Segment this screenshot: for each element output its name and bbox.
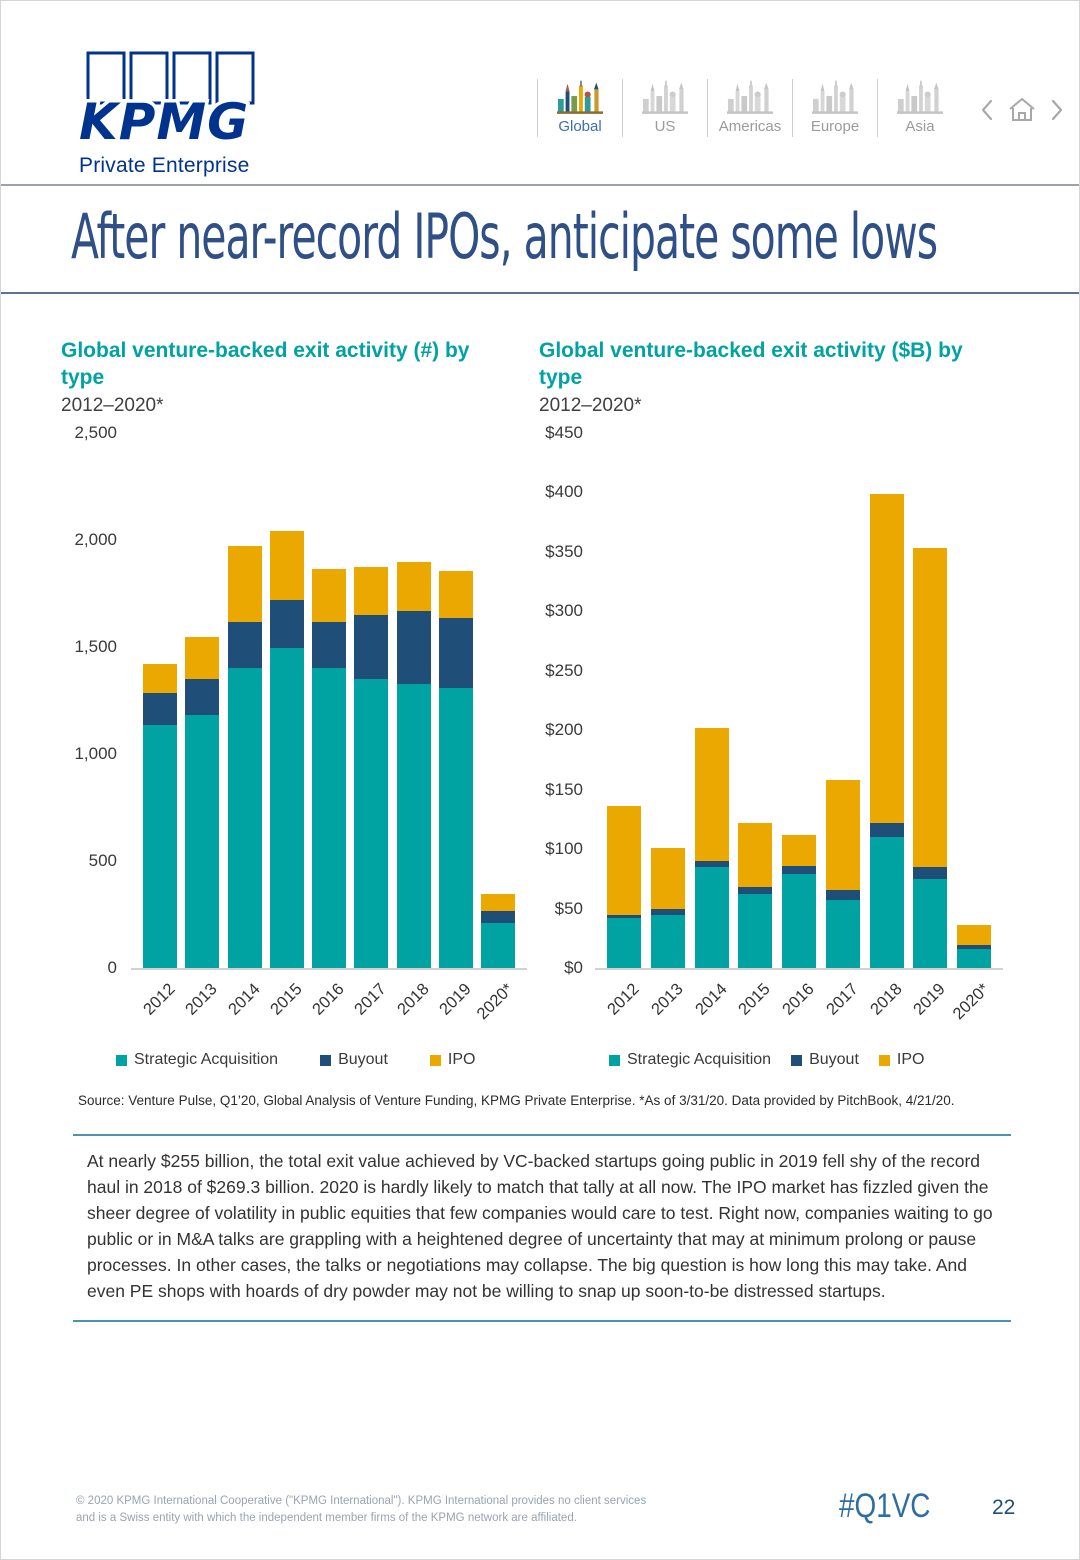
bar-segment-strategic-acquisition [782, 874, 816, 968]
y-axis [539, 423, 583, 977]
y-axis-tick-label: $400 [545, 482, 583, 502]
nav-item-asia[interactable] [877, 79, 962, 137]
y-axis-tick-label: $300 [545, 601, 583, 621]
footer-hashtag: #Q1VC [839, 1487, 931, 1525]
bar-2016 [312, 569, 346, 968]
plot-area [131, 433, 527, 970]
bar-segment-strategic-acquisition [354, 679, 388, 968]
bar-2013 [185, 637, 219, 968]
bar-segment-ipo [228, 546, 262, 622]
bar-segment-ipo [826, 780, 860, 889]
region-nav [537, 63, 1066, 137]
x-axis-tick-label: 2019 [910, 980, 949, 1019]
nav-item-europe[interactable] [792, 79, 877, 137]
bars [595, 433, 1003, 968]
bar-2014 [695, 728, 729, 968]
bar-segment-buyout [397, 611, 431, 685]
y-axis-tick-label: 1,000 [74, 744, 117, 763]
chart-title: Global venture-backed exit activity ($B) by type [539, 339, 963, 389]
legend-swatch [879, 1055, 890, 1066]
bar-segment-ipo [913, 548, 947, 867]
legend-item-ipo [430, 1051, 476, 1069]
bar-segment-strategic-acquisition [143, 725, 177, 968]
x-axis-tick-label: 2020* [473, 980, 517, 1024]
logo-division-label: Private Enterprise [79, 154, 250, 177]
nav-label-europe: Europe [810, 118, 860, 135]
bar-2017 [826, 780, 860, 968]
bar-segment-strategic-acquisition [185, 715, 219, 968]
bar-segment-strategic-acquisition [607, 918, 641, 968]
title-band-top-rule [1, 184, 1079, 186]
x-axis-tick-label: 2016 [779, 980, 818, 1019]
europe-skyline-icon [812, 79, 858, 115]
bar-segment-ipo [957, 925, 991, 945]
asia-skyline-icon [897, 79, 943, 115]
legend-swatch [430, 1055, 441, 1066]
bar-segment-strategic-acquisition [312, 668, 346, 968]
bar-2015 [738, 823, 772, 968]
home-icon[interactable] [1007, 97, 1037, 123]
kpmg-logo-icon [77, 51, 267, 147]
legend-item-ipo [879, 1051, 925, 1069]
y-axis-tick-label: $150 [545, 779, 583, 799]
nav-item-us[interactable] [622, 79, 707, 137]
x-axis-tick-label: 2014 [224, 980, 264, 1019]
bar-segment-ipo [270, 531, 304, 599]
bar-segment-ipo [312, 569, 346, 623]
chart-exit-activity-value [539, 331, 1011, 1069]
x-axis-tick-label: 2020* [949, 980, 993, 1024]
bar-segment-buyout [826, 890, 860, 901]
page-nav-arrows [978, 97, 1066, 137]
x-axis-tick-label: 2015 [266, 980, 306, 1019]
bar-2013 [651, 848, 685, 968]
chevron-left-icon[interactable] [978, 98, 996, 122]
y-axis-tick-label: 0 [107, 958, 117, 977]
legend-label: IPO [896, 1051, 925, 1068]
x-axis-tick-label: 2013 [647, 980, 687, 1019]
americas-skyline-icon [727, 79, 773, 115]
bar-2019 [913, 548, 947, 968]
bar-segment-buyout [185, 679, 219, 715]
x-axis-tick-label: 2018 [866, 980, 906, 1019]
x-axis-tick-label: 2014 [691, 980, 731, 1019]
bar-segment-buyout [270, 600, 304, 648]
x-axis-tick-label: 2017 [351, 980, 390, 1019]
y-axis-tick-label: $250 [545, 660, 583, 680]
x-axis-tick-label: 2012 [140, 980, 179, 1019]
x-axis-tick-label: 2013 [182, 980, 221, 1019]
x-axis-tick-label: 2016 [309, 980, 348, 1019]
kpmg-logo-word: KPMG [79, 93, 250, 147]
footer-copyright: © 2020 KPMG International Cooperative ("KPMG International"). KPMG International provides no client services and is a Swiss entity with which the independent member firms of the KPMG network are affiliated. [76, 1495, 647, 1524]
y-axis [61, 423, 117, 977]
legend-swatch [609, 1055, 620, 1066]
bar-segment-strategic-acquisition [695, 867, 729, 968]
bar-segment-ipo [695, 728, 729, 861]
bar-segment-buyout [782, 866, 816, 874]
x-axis-tick-label: 2018 [393, 980, 433, 1019]
y-axis-tick-label: $50 [554, 898, 583, 918]
global-skyline-icon [557, 79, 603, 115]
bar-segment-buyout [481, 911, 515, 923]
y-axis-tick-label: $0 [564, 958, 583, 977]
bar-segment-strategic-acquisition [228, 668, 262, 968]
y-axis-tick-label: $100 [545, 839, 583, 859]
legend-label: IPO [447, 1051, 476, 1068]
y-axis-tick-label: $200 [545, 720, 583, 740]
bar-segment-buyout [143, 693, 177, 725]
x-axis-tick-label: 2015 [735, 980, 774, 1019]
commentary-text: At nearly $255 billion, the total exit value achieved by VC-backed startups going public in 2019 fell shy of the record haul in 2018 of $269.3 billion. 2020 is hardly likely to match that tally at all now. The IPO market has fizzled given the sheer degree of volatility in public equities that few companies would care to test. Right now, companies waiting to go public or in M&A talks are grappling with a heightened degree of uncertainty that may at minimum prolong or pause processes. In other cases, the talks or negotiations may collapse. The big question is how long this may take. And even PE shops with hoards of dry powder may not be willing to snap up soon-to-be distressed startups. [73, 1134, 1011, 1322]
bar-segment-strategic-acquisition [738, 894, 772, 968]
chart-legend [609, 1051, 1011, 1069]
legend-label: Buyout [809, 1051, 859, 1068]
chart-subtitle: 2012–2020* [61, 395, 164, 416]
bar-segment-strategic-acquisition [913, 879, 947, 968]
bar-segment-buyout [312, 622, 346, 668]
nav-label-global: Global [558, 118, 602, 135]
bar-2020* [481, 894, 515, 968]
x-axis-tick-label: 2019 [435, 980, 475, 1019]
y-axis-tick-label: $350 [545, 541, 583, 561]
x-axis-tick-label: 2012 [604, 980, 643, 1019]
chart-legend [116, 1051, 533, 1069]
bar-segment-buyout [870, 823, 904, 837]
page-title: After near-record IPOs, anticipate some lows [71, 200, 938, 273]
title-band-bottom-rule [1, 292, 1079, 294]
legend-swatch [116, 1055, 127, 1066]
bar-segment-buyout [913, 867, 947, 879]
x-axis-tick-label: 2017 [822, 980, 862, 1019]
y-axis-tick-label: $450 [545, 423, 583, 442]
bar-2012 [607, 806, 641, 968]
legend-label: Buyout [338, 1051, 388, 1068]
bar-segment-ipo [185, 637, 219, 679]
legend-item-strategic-acquisition [609, 1051, 771, 1069]
source-note: Source: Venture Pulse, Q1’20, Global Analysis of Venture Funding, KPMG Private Enterprise. *As of 3/31/20. Data provided by PitchBook, 4/21/20. [78, 1093, 955, 1108]
bar-segment-buyout [228, 622, 262, 668]
bar-segment-strategic-acquisition [397, 684, 431, 968]
legend-item-buyout [320, 1051, 388, 1069]
bar-segment-ipo [738, 823, 772, 887]
legend-item-buyout [791, 1051, 859, 1069]
bar-segment-ipo [782, 835, 816, 866]
chart-title: Global venture-backed exit activity (#) by type [61, 339, 470, 389]
bar-segment-strategic-acquisition [651, 915, 685, 969]
bar-2017 [354, 567, 388, 968]
bar-segment-strategic-acquisition [270, 648, 304, 968]
bar-segment-strategic-acquisition [826, 900, 860, 968]
legend-swatch [320, 1055, 331, 1066]
plot-area-wrap [539, 423, 1011, 1045]
y-axis-tick-label: 2,500 [74, 423, 117, 442]
y-axis-tick-label: 2,000 [74, 530, 117, 549]
bar-2012 [143, 664, 177, 968]
legend-swatch [791, 1055, 802, 1066]
legend-label: Strategic Acquisition [627, 1051, 772, 1068]
footer-page-number: 22 [992, 1496, 1016, 1519]
y-axis-tick-label: 500 [88, 851, 117, 870]
bar-segment-buyout [439, 618, 473, 688]
bar-segment-ipo [651, 848, 685, 909]
plot-area-wrap [61, 423, 533, 1045]
bars [131, 433, 527, 968]
chart-subtitle: 2012–2020* [539, 395, 642, 416]
bar-segment-ipo [607, 806, 641, 914]
bar-segment-strategic-acquisition [870, 837, 904, 968]
legend-item-strategic-acquisition [116, 1051, 278, 1069]
bar-segment-ipo [481, 894, 515, 911]
legend-label: Strategic Acquisition [134, 1051, 279, 1068]
kpmg-logo [77, 51, 267, 178]
bar-2014 [228, 546, 262, 968]
nav-label-americas: Americas [718, 118, 782, 135]
bar-2020* [957, 925, 991, 968]
bar-2018 [870, 494, 904, 968]
bar-segment-buyout [354, 615, 388, 679]
bar-segment-strategic-acquisition [439, 688, 473, 968]
nav-label-asia: Asia [905, 118, 935, 135]
bar-segment-ipo [143, 664, 177, 693]
nav-item-global[interactable] [537, 79, 622, 137]
y-axis-tick-label: 1,500 [74, 637, 117, 656]
bar-segment-ipo [397, 562, 431, 610]
nav-label-us: US [654, 118, 676, 135]
bar-segment-ipo [439, 571, 473, 618]
bar-segment-buyout [738, 887, 772, 894]
bar-segment-ipo [870, 494, 904, 823]
bar-2018 [397, 562, 431, 968]
nav-item-americas[interactable] [707, 79, 792, 137]
bar-2019 [439, 571, 473, 968]
plot-area [595, 433, 1003, 970]
chevron-right-icon[interactable] [1048, 98, 1066, 122]
bar-segment-ipo [354, 567, 388, 615]
bar-2015 [270, 531, 304, 968]
us-skyline-icon [642, 79, 688, 115]
bar-2016 [782, 835, 816, 968]
bar-segment-strategic-acquisition [957, 949, 991, 968]
chart-exit-activity-count [61, 331, 533, 1069]
bar-segment-strategic-acquisition [481, 923, 515, 968]
